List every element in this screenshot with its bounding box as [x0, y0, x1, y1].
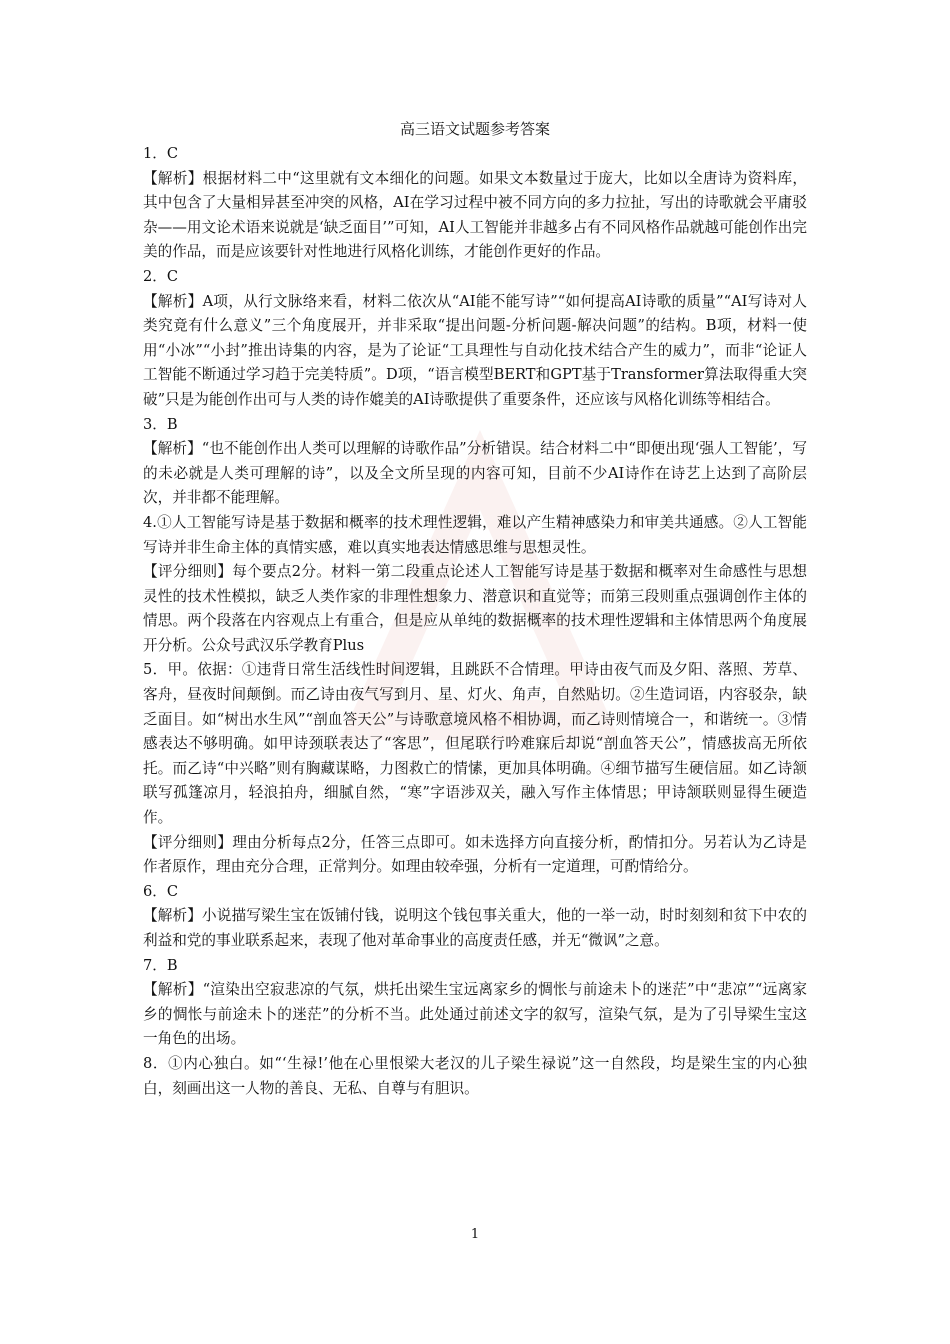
answer-paragraph: 4.①人工智能写诗是基于数据和概率的技术理性逻辑，难以产生精神感染力和审美共通感。②人工智能写诗并非生命主体的真情实感，难以真实地表达情感思维与思想灵性。 — [143, 513, 807, 556]
answer-content — [143, 142, 807, 1101]
answer-paragraph: 【解析】“也不能创作出人类可以理解的诗歌作品”分析错误。结合材料二中“即便出现‘强人工智能’，写的未必就是人类可理解的诗”，以及全文所呈现的内容可知，目前不少AI诗作在诗艺上达到了高阶层次，并非都不能理解。 — [143, 440, 807, 507]
answer-paragraph: 8．①内心独白。如“‘生禄!’他在心里恨梁大老汉的儿子梁生禄说”这一自然段，均是梁生宝的内心独白，刻画出这一人物的善良、无私、自尊与有胆识。 — [143, 1054, 807, 1097]
answer-paragraph: 2．C — [143, 267, 179, 285]
answer-paragraph: 1．C — [143, 145, 179, 162]
answer-paragraph: 【评分细则】每个要点2分。材料一第二段重点论述人工智能写诗是基于数据和概率对生命感性与思想灵性的技术性模拟，缺乏人类作家的非理性想象力、潜意识和直觉等；而第三段则重点强调创作主体的情思。两个段落在内容观点上有重合，但是应从单纯的数据概率的技术理性逻辑和主体情思两个角度展开分析。公众号武汉乐学教育Plus — [143, 563, 807, 654]
answer-paragraph: 5．甲。依据：①违背日常生活线性时间逻辑，且跳跃不合情理。甲诗由夜气而及夕阳、落照、芳草、客舟，昼夜时间颠倒。而乙诗由夜气写到月、星、灯火、角声，自然贴切。②生造词语，内容驳杂，缺乏面目。如“树出水生风”“剖血答天公”与诗歌意境风格不相协调，而乙诗则情境合一，和谐统一。③情感表达不够明确。如甲诗颈联表达了“客思”，但尾联行吟难寐后却说“剖血答天公”，情感拔高无所依托。而乙诗“中兴略”则有胸藏谋略，力图救亡的情愫，更加具体明确。④细节描写生硬信屈。如乙诗颔联写孤篷凉月，轻浪拍舟，细腻自然，“寒”字语涉双关，融入写作主体情思；甲诗颔联则显得生硬造作。 — [143, 661, 807, 827]
page-number: 1 — [470, 1227, 480, 1242]
page-title: 高三语文试题参考答案 — [399, 120, 550, 138]
answer-paragraph: 7．B — [143, 956, 178, 974]
answer-paragraph: 【解析】“渲染出空寂悲凉的气氛，烘托出梁生宝远离家乡的惆怅与前途未卜的迷茫”中“悲凉”“远离家乡的惆怅与前途未卜的迷茫”的分析不当。此处通过前述文字的叙写，渲染气氛，是为了引导梁生宝这一角色的出场。 — [143, 981, 807, 1048]
answer-paragraph: 【评分细则】理由分析每点2分，任答三点即可。如未选择方向直接分析，酌情扣分。另若认为乙诗是作者原作，理由充分合理，正常判分。如理由较牵强，分析有一定道理，可酌情给分。 — [143, 833, 807, 876]
answer-paragraph: 【解析】根据材料二中“这里就有文本细化的问题。如果文本数量过于庞大，比如以全唐诗为资料库，其中包含了大量相异甚至冲突的风格，AI在学习过程中被不同方向的多力拉扯，写出的诗歌就会平庸驳杂——用文论术语来说就是‘缺乏面目’”可知，AI人工智能并非越多占有不同风格作品就越可能创作出完美的作品，而是应该要针对性地进行风格化训练，才能创作更好的作品。 — [143, 169, 807, 261]
answer-paragraph: 3．B — [143, 415, 178, 433]
answer-paragraph: 【解析】A项，从行文脉络来看，材料二依次从“AI能不能写诗”“如何提高AI诗歌的质量”“AI写诗对人类究竟有什么意义”三个角度展开，并非采取“提出问题-分析问题-解决问题”的结构。B项，材料一使用“小冰”“小封”推出诗集的内容，是为了论证“工具理性与自动化技术结合产生的威力”，而非“论证人工智能不断通过学习趋于完美特质”。D项，“语言模型BERT和GPT基于Transformer算法取得重大突破”只是为能创作出可与人类的诗作媲美的AI诗歌提供了重要条件，还应该与风格化训练等相结合。 — [143, 292, 807, 408]
answer-paragraph: 6．C — [143, 882, 179, 900]
answer-paragraph: 【解析】小说描写梁生宝在饭铺付钱，说明这个钱包事关重大，他的一举一动，时时刻刻和贫下中农的利益和党的事业联系起来，表现了他对革命事业的高度责任感，并无“微讽”之意。 — [143, 907, 807, 949]
